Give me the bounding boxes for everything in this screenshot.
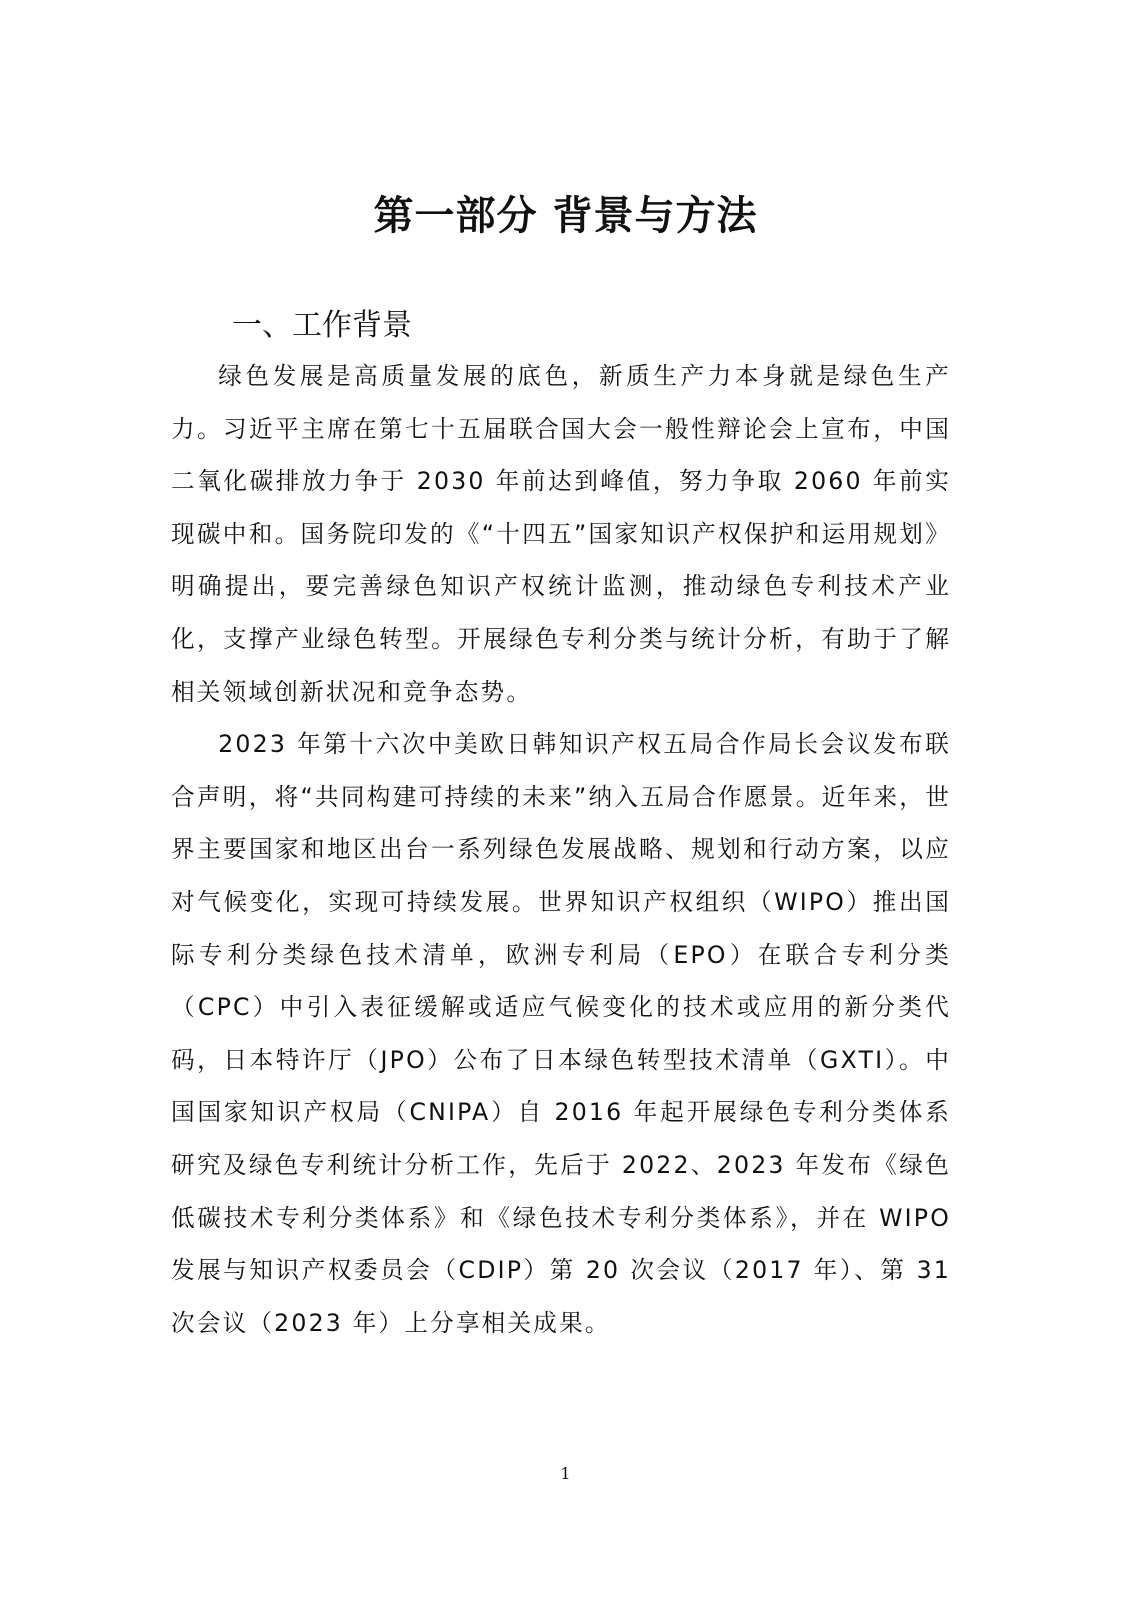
paragraph-2: 2023 年第十六次中美欧日韩知识产权五局合作局长会议发布联合声明，将“共同构建可持续的未来”纳入五局合作愿景。近年来，世界主要国家和地区出台一系列绿色发展战略、规划和行动方案，以应对气候变化，实现可持续发展。世界知识产权组织（WIPO）推出国际专利分类绿色技术清单，欧洲专利局（EPO）在联合专利分类（CPC）中引入表征缓解或适应气候变化的技术或应用的新分类代码，日本特许厅（JPO）公布了日本绿色转型技术清单（GXTI）。中国国家知识产权局（CNIPA）自 2016 年起开展绿色专利分类体系研究及绿色专利统计分析工作，先后于 2022、2023 年发布《绿色低碳技术专利分类体系》和《绿色技术专利分类体系》，并在 WIPO 发展与知识产权委员会（CDIP）第 20 次会议（2017 年）、第 31 次会议（2023 年）上分享相关成果。 [171,730,951,1337]
part-title: 第一部分 背景与方法 [373,192,758,239]
page-number: 1 [560,1464,571,1483]
section-heading: 一、工作背景 [232,308,412,343]
paragraph-1: 绿色发展是高质量发展的底色，新质生产力本身就是绿色生产力。习近平主席在第七十五届联合国大会一般性辩论会上宣布，中国二氧化碳排放力争于 2030 年前达到峰值，努力争取 2060 年前实现碳中和。国务院印发的《“十四五”国家知识产权保护和运用规划》明确提出，要完善绿色知识产权统计监测，推动绿色专利技术产业化，支撑产业绿色转型。开展绿色专利分类与统计分析，有助于了解相关领域创新状况和竞争态势。 [171,362,951,706]
body-text [171,350,951,1349]
